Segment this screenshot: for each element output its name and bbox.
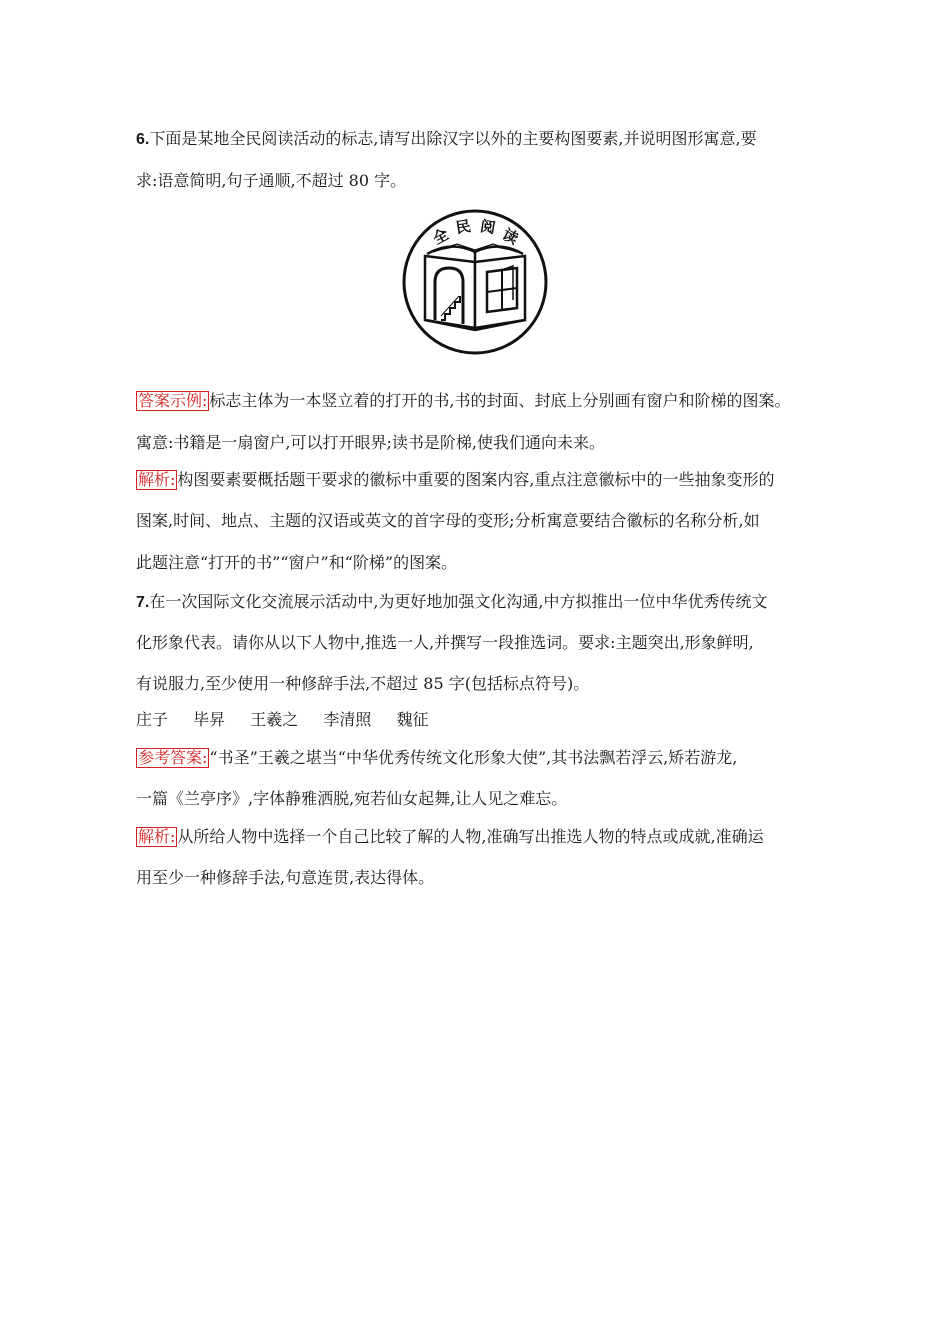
q7-line-1 [136,592,768,613]
reading-logo [401,208,549,356]
answer-example-tag: 答案示例: [138,391,208,410]
q6-line-2: 求:语意简明,句子通顺,不超过 80 字。 [136,171,407,190]
q7-analysis-line-2: 用至少一种修辞手法,句意连贯,表达得体。 [136,868,435,887]
candidate-name: 李清照 [323,710,372,729]
candidate-name: 魏征 [396,710,429,729]
q6-analysis-line-3: 此题注意“打开的书”“窗户”和“阶梯”的图案。 [136,553,458,572]
q7-answer [136,748,737,768]
candidate-names [136,710,448,730]
candidate-name: 王羲之 [250,710,299,729]
q7-line-2: 化形象代表。请你从以下人物中,推选一人,并撰写一段推选词。要求:主题突出,形象鲜明, [136,633,754,652]
logo-char-1: 全 [429,225,452,249]
q7-answer-line-2: 一篇《兰亭序》,字体静雅洒脱,宛若仙女起舞,让人见之难忘。 [136,789,568,808]
q6-line-1 [136,129,757,150]
q7-number: 7. [136,594,150,611]
logo-char-4: 读 [499,225,522,249]
q7-analysis-text-1: 从所给人物中选择一个自己比较了解的人物,准确写出推选人物的特点或成就,准确运 [177,827,764,846]
q6-number: 6. [136,131,150,148]
q7-answer-text-1: “书圣”王羲之堪当“中华优秀传统文化形象大使”,其书法飘若浮云,矫若游龙, [209,748,738,767]
q6-answer-text-1: 标志主体为一本竖立着的打开的书,书的封面、封底上分别画有窗户和阶梯的图案。 [209,391,791,410]
reference-answer-tag: 参考答案: [138,748,208,767]
q6-analysis-text-1: 构图要素要概括题干要求的徽标中重要的图案内容,重点注意徽标中的一些抽象变形的 [177,470,775,489]
logo-char-2: 民 [454,216,473,238]
logo-char-3: 阅 [478,216,497,238]
q7-analysis [136,827,764,847]
q7-text-1: 在一次国际文化交流展示活动中,为更好地加强文化沟通,中方拟推出一位中华优秀传统文 [149,592,768,611]
q6-answer-line-2: 寓意:书籍是一扇窗户,可以打开眼界;读书是阶梯,使我们通向未来。 [136,433,605,452]
q6-text-1: 下面是某地全民阅读活动的标志,请写出除汉字以外的主要构图要素,并说明图形寓意,要 [149,129,757,148]
candidate-name: 庄子 [136,710,169,729]
analysis-tag: 解析: [138,470,176,489]
q7-line-3: 有说服力,至少使用一种修辞手法,不超过 85 字(包括标点符号)。 [136,674,590,693]
q6-answer [136,391,791,411]
candidate-name: 毕昇 [193,710,226,729]
analysis-tag: 解析: [138,827,176,846]
q6-analysis-line-2: 图案,时间、地点、主题的汉语或英文的首字母的变形;分析寓意要结合徽标的名称分析,如 [136,511,760,530]
q6-analysis [136,470,775,490]
